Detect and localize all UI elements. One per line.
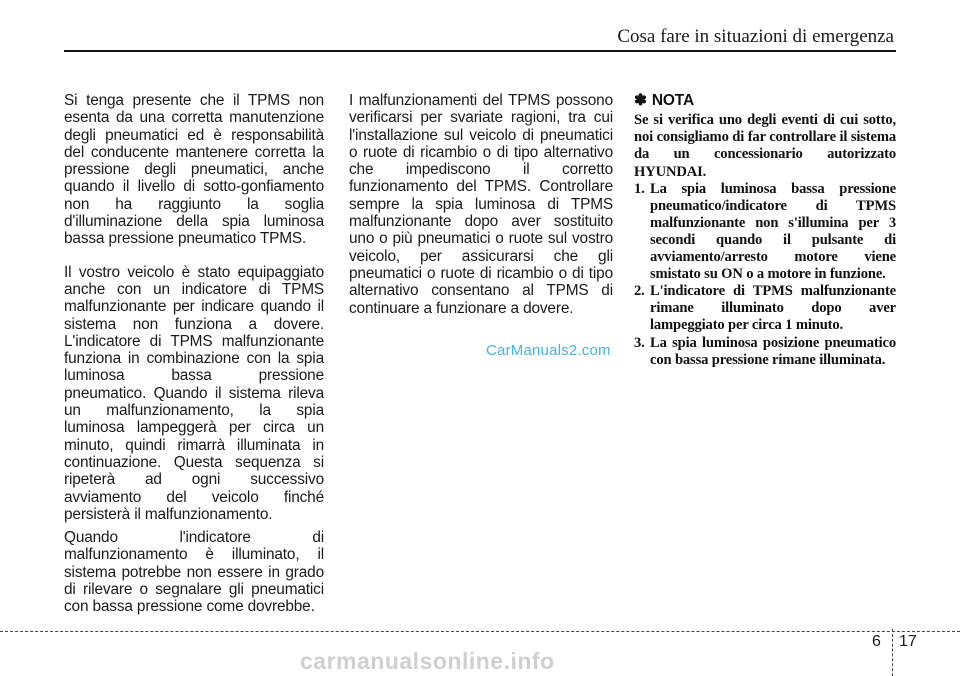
list-text: L'indicatore di TPMS malfunzionante rimane illuminato dopo aver lampeggiato per circa 1 minuto. [650,283,896,334]
note-title: NOTA [651,92,695,109]
list-item [634,283,896,334]
text-column-1 [64,92,324,632]
note-intro: Se si verifica uno degli eventi di cui sotto, noi consigliamo di far controllare il sistema da un concessionario autorizzato HYUNDAI. [634,112,896,180]
list-number: 2. [634,283,645,300]
footer-rule [0,631,960,632]
header-rule [64,50,896,52]
paragraph: Si tenga presente che il TPMS non esenta da una corretta manutenzione degli pneumatici ed è responsabilità del conducente mantenere corretta la pressione degli pneumatici, anche quando il livello di sotto-gonfiamento non ha raggiunto la soglia d'illuminazione della spia luminosa bassa pressione pneumatico TPMS. [64,92,324,248]
list-text: La spia luminosa bassa pressione pneumatico/indicatore di TPMS malfunzionante non s'illumina per 3 secondi quando il pulsante di avviamento/arresto motore viene smistato su ON o a motore in funzione. [650,180,896,283]
note-heading [634,92,896,109]
list-number: 3. [634,334,645,351]
list-item [634,335,896,369]
asterisk-icon: ✽ [634,92,647,109]
paragraph: I malfunzionamenti del TPMS possono verificarsi per svariate ragioni, tra cui l'installazione sul veicolo di pneumatici o ruote di ricambio o di tipo alternativo che impediscono il corretto funzionamento del TPMS. Controllare sempre la spia luminosa di TPMS malfunzionante dopo aver sostituito uno o più pneumatici o ruote sul vostro veicolo, per assicurarsi che gli pneumatici o ruote di ricambio o di tipo alternativo consentano al TPMS di continuare a funzionare a dovere. [349,92,613,317]
note-body [634,112,896,368]
note-list [634,181,896,369]
page-header-title: Cosa fare in situazioni di emergenza [617,26,894,47]
paragraph: Quando l'indicatore di malfunzionamento è illuminato, il sistema potrebbe non essere in grado di rilevare o segnalare gli pneumatici con bassa pressione come dovrebbe. [64,529,324,616]
carmanuals-watermark: CarManuals2.com [486,342,611,359]
note-box [634,92,896,369]
page-number-separator [892,629,893,676]
text-column-2 [349,92,613,333]
list-text: La spia luminosa posizione pneumatico con bassa pressione rimane illuminata. [650,334,896,368]
paragraph: Il vostro veicolo è stato equipaggiato anche con un indicatore di TPMS malfunzionante per indicare quando il sistema non funziona a dovere. L'indicatore di TPMS malfunzionante funziona in combinazione con la spia luminosa bassa pressione pneumatico. Quando il sistema rileva un malfunzionamento, la spia luminosa lampeggerà per circa un minuto, quindi rimarrà illuminata in continuazione. Questa sequenza si ripeterà ad ogni successivo avviamento del veicolo finché persisterà il malfunzionamento. [64,263,324,523]
list-number: 1. [634,180,645,197]
chapter-number: 6 [872,633,881,650]
page-number: 17 [899,633,917,650]
site-watermark: carmanualsonline.info [300,648,555,674]
list-item [634,181,896,284]
